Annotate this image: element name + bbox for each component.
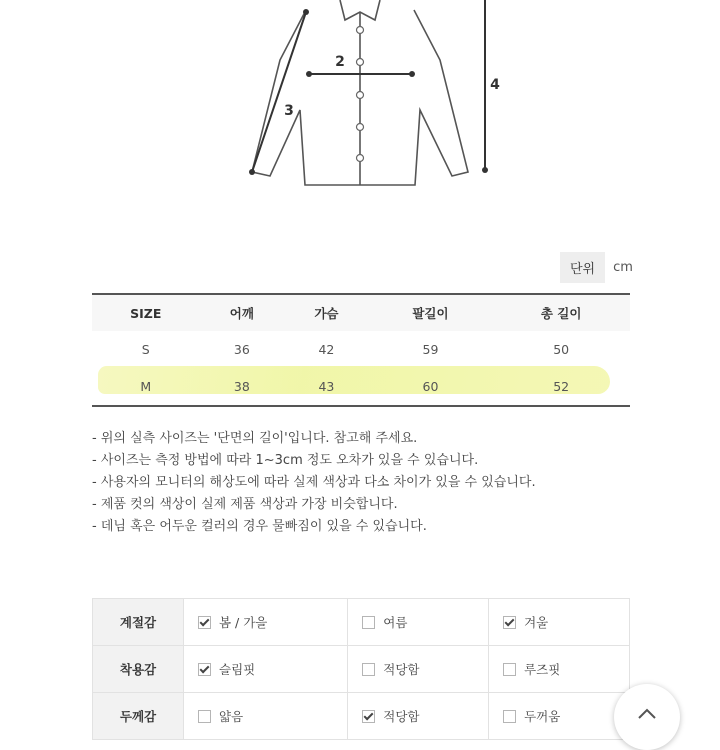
sleeve-line [252,12,306,172]
attribute-header: 계절감 [93,599,184,646]
table-cell: 50 [553,341,570,357]
option-label: 겨울 [524,615,549,630]
note-item: - 데님 혹은 어두운 컬러의 경우 물빠짐이 있을 수 있습니다. [92,519,427,534]
attribute-option [489,599,630,646]
option-label: 루즈핏 [524,662,561,677]
unchecked-checkbox-icon[interactable] [362,663,375,676]
column-header-length: 총 길이 [492,294,630,331]
attribute-option [348,646,489,693]
attribute-option [184,693,348,740]
unchecked-checkbox-icon[interactable] [198,710,211,723]
attribute-option [489,646,630,693]
checked-checkbox-icon[interactable] [503,616,516,629]
option-label: 적당함 [383,709,420,724]
option-label: 봄 / 가을 [219,615,268,630]
column-header-chest: 가슴 [284,294,369,331]
unit-value: cm [613,259,633,275]
attribute-row [93,646,630,693]
table-cell: 36 [233,341,250,357]
column-header-size: SIZE [92,294,200,331]
table-cell: 59 [422,341,439,357]
option-label: 여름 [383,615,408,630]
table-cell: 43 [284,367,369,406]
table-row [92,367,630,406]
checked-checkbox-icon[interactable] [362,710,375,723]
attribute-option [184,646,348,693]
attribute-row [93,599,630,646]
checked-checkbox-icon[interactable] [198,663,211,676]
unchecked-checkbox-icon[interactable] [362,616,375,629]
unchecked-checkbox-icon[interactable] [503,710,516,723]
note-item: - 사용자의 모니터의 해상도에 따라 실제 색상과 다소 차이가 있을 수 있습니다. [92,475,536,490]
column-header-sleeve: 팔길이 [369,294,493,331]
table-cell: M [92,367,200,406]
table-cell: 38 [200,367,285,406]
note-item: - 제품 컷의 색상이 실제 제품 색상과 가장 비슷합니다. [92,497,398,512]
option-label: 두꺼움 [524,709,561,724]
attribute-option [348,599,489,646]
unit-indicator [560,252,641,282]
note-item: - 사이즈는 측정 방법에 따라 1~3cm 정도 오차가 있을 수 있습니다. [92,453,479,468]
checked-checkbox-icon[interactable] [198,616,211,629]
option-label: 적당함 [383,662,420,677]
size-table-header [92,294,630,331]
attribute-header: 두께감 [93,693,184,740]
shirt-measurement-diagram [0,0,720,200]
column-header-shoulder: 어깨 [200,294,285,331]
attribute-row [93,693,630,740]
table-cell: 60 [369,367,493,406]
attribute-header: 착용감 [93,646,184,693]
label-3: 3 [284,103,294,119]
table-cell: 52 [492,367,630,406]
chevron-up-icon [635,702,659,726]
attributes-table [92,598,630,740]
attribute-option [489,693,630,740]
option-label: 얇음 [219,709,244,724]
scroll-top-button[interactable] [614,684,680,750]
attribute-option [348,693,489,740]
note-item: - 위의 실측 사이즈는 '단면의 길이'입니다. 참고해 주세요. [92,431,418,446]
size-table [92,293,630,407]
option-label: 슬림핏 [219,662,256,677]
table-cell: S [141,341,150,357]
unit-label: 단위 [560,252,605,283]
label-2: 2 [335,54,345,70]
unchecked-checkbox-icon[interactable] [503,663,516,676]
attribute-option [184,599,348,646]
table-row [92,331,630,367]
label-4: 4 [490,77,500,93]
notes-list [92,428,536,538]
table-cell: 42 [318,341,335,357]
